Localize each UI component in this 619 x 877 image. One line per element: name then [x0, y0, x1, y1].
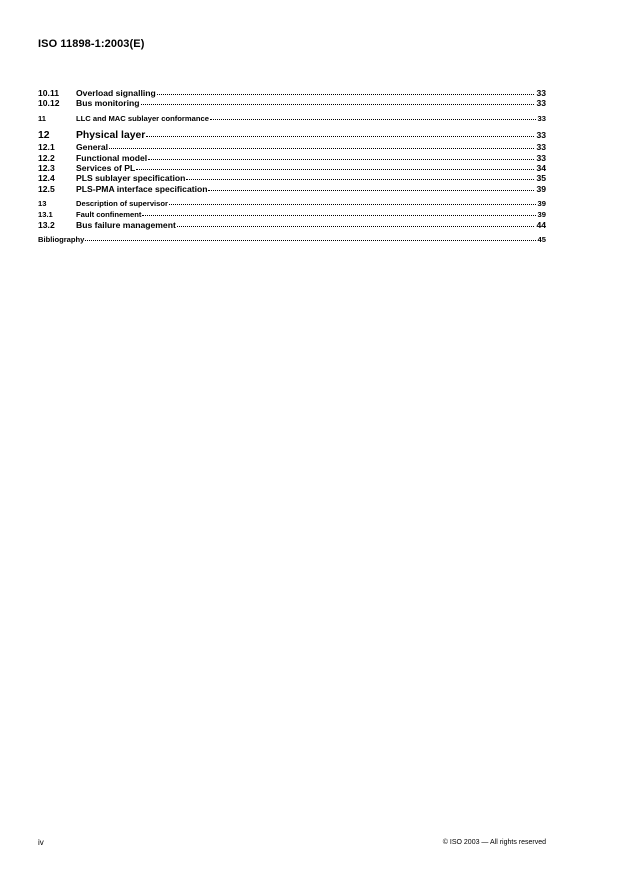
toc-entry-bibliography[interactable]	[38, 235, 546, 245]
toc-number: 12.3	[38, 163, 55, 174]
toc-page: 33	[536, 98, 546, 109]
toc-entry[interactable]	[38, 184, 546, 194]
toc-leader	[141, 103, 535, 105]
toc-page: 39	[536, 183, 546, 194]
toc-title: Bibliography	[38, 235, 85, 245]
toc-number: 12.4	[38, 173, 55, 184]
toc-leader	[157, 93, 535, 95]
toc-leader	[146, 135, 534, 137]
toc-title: Overload signalling	[76, 88, 156, 98]
toc-page: 39	[537, 209, 546, 219]
copyright-notice: © ISO 2003 — All rights reserved	[442, 839, 546, 846]
toc-number: 12.2	[38, 152, 55, 163]
toc-number: 12.5	[38, 183, 55, 194]
toc-page: 33	[537, 113, 546, 123]
toc-title: Fault confinement	[76, 209, 142, 219]
toc-number: 12.1	[38, 142, 55, 153]
toc-number: 13.2	[38, 220, 55, 231]
toc-entry[interactable]	[38, 153, 546, 163]
toc-page: 45	[537, 235, 546, 245]
toc-page: 33	[536, 152, 546, 163]
toc-entry[interactable]	[38, 210, 546, 220]
toc-page: 33	[536, 88, 546, 98]
toc-leader	[210, 118, 536, 120]
toc-leader	[109, 147, 534, 149]
toc-entry[interactable]	[38, 142, 546, 152]
toc-title: Description of supervisor	[76, 199, 168, 209]
toc-entry[interactable]	[38, 199, 546, 209]
toc-leader	[169, 203, 536, 205]
toc-leader	[85, 239, 535, 241]
toc-entry[interactable]	[38, 114, 546, 124]
toc-number: 10.12	[38, 98, 60, 109]
toc-title: PLS sublayer specification	[76, 173, 186, 184]
toc-number: 13	[38, 199, 47, 209]
toc-number: 11	[38, 113, 47, 123]
toc-page: 35	[536, 173, 546, 184]
document-id: ISO 11898-1:2003(E)	[38, 38, 145, 50]
toc-leader	[142, 214, 535, 216]
toc-page: 33	[536, 142, 546, 153]
toc-title: General	[76, 142, 109, 153]
page-number: iv	[38, 838, 44, 847]
toc-title: PLS-PMA interface specification	[76, 183, 208, 194]
toc-page: 34	[536, 163, 546, 174]
toc-page: 39	[537, 199, 546, 209]
toc-title: Physical layer	[76, 130, 146, 142]
toc-title: Bus failure management	[76, 220, 176, 231]
toc-page: 44	[536, 220, 546, 231]
toc-number: 13.1	[38, 209, 53, 219]
toc-leader	[177, 225, 535, 227]
toc-entry[interactable]	[38, 220, 546, 230]
toc-title: Bus monitoring	[76, 98, 140, 109]
toc-entry[interactable]	[38, 173, 546, 183]
toc-leader	[148, 158, 534, 160]
table-of-contents	[38, 88, 546, 246]
toc-leader	[186, 178, 534, 180]
toc-entry[interactable]	[38, 129, 546, 142]
toc-entry[interactable]	[38, 163, 546, 173]
toc-number: 12	[38, 130, 50, 142]
toc-entry[interactable]	[38, 98, 546, 108]
toc-page: 33	[536, 130, 546, 141]
toc-leader	[208, 189, 534, 191]
toc-entry[interactable]	[38, 88, 546, 98]
toc-title: Services of PL	[76, 163, 136, 174]
toc-title: LLC and MAC sublayer conformance	[76, 113, 209, 123]
toc-title: Functional model	[76, 152, 148, 163]
toc-leader	[136, 168, 534, 170]
toc-number: 10.11	[38, 88, 60, 98]
